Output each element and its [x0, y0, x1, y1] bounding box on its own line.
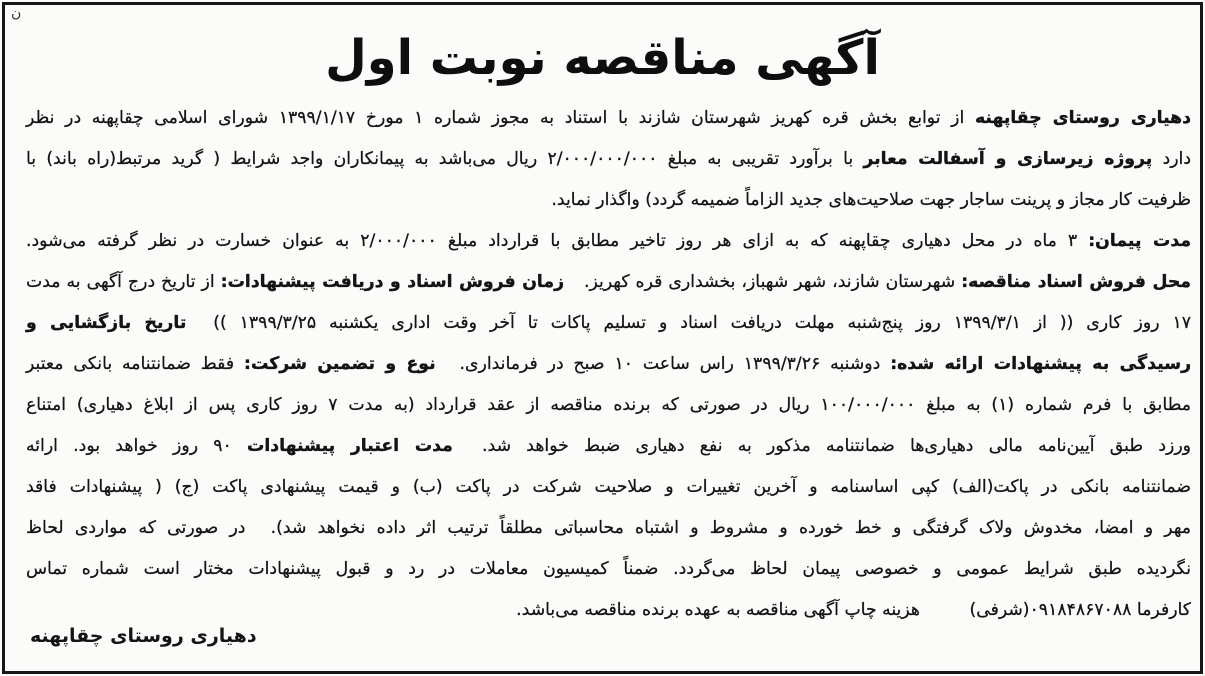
notice-text: ۱۷ روز کاری (( از ۱۳۹۹/۳/۱ روز پنج‌شنبه مهلت دریافت اسناد و تسلیم پاکات تا آخر وقت اداری یکشنبه ۱۳۹۹/۳/۲۵ )) — [213, 313, 1191, 333]
opening-date-label: تاریخ بازگشایی و — [26, 313, 187, 333]
notice-title: آگهی مناقصه نوبت اول — [325, 30, 880, 86]
sale-period-label: زمان فروش اسناد و دریافت پیشنهادات: — [220, 272, 565, 292]
notice-line — [26, 98, 1191, 139]
contract-duration-label: مدت پیمان: — [1088, 231, 1191, 251]
notice-text: ضمانتنامه بانکی در پاکت(الف) کپی اساسنامه و آخرین تغییرات و صلاحیت شرکت در پاکت (ب) و قیمت پیشنهادی پاکت (ج) ( پیشنهادات فاقد — [26, 477, 1191, 497]
notice-text: با برآورد تقریبی به مبلغ ۲/۰۰۰/۰۰۰/۰۰۰ ریال می‌باشد به پیمانکاران واجد شرایط ( گرید مرتبط(راه باند) با — [26, 149, 854, 169]
notice-line — [26, 385, 1191, 426]
notice-line — [26, 303, 1191, 344]
notice-text: مهر و امضا، مخدوش ولاک گرفتگی و خط خورده و مشروط و اشتباه محاسباتی مطلقاً ترتیب اثر داده نخواهد شد). — [270, 518, 1192, 538]
notice-line — [26, 344, 1191, 385]
notice-text: ۳ ماه در محل دهیاری چقاپهنه که به ازای هر روز تاخیر مطابق با قرارداد مبلغ ۲/۰۰۰/۰۰۰ به عنوان خسارت در نظر گرفته می‌شود. — [26, 231, 1078, 251]
notice-text: دارد — [1162, 149, 1192, 169]
notice-text: ورزد طبق آیین‌نامه مالی دهیاری‌ها ضمانتنامه مذکور به نفع دهیاری ضبط خواهد شد. — [482, 436, 1191, 456]
notice-text: دوشنبه ۱۳۹۹/۳/۲۶ راس ساعت ۱۰ صبح در فرمانداری. — [459, 354, 881, 374]
notice-line — [26, 467, 1191, 508]
notice-text: از تاریخ درج آگهی به مدت — [26, 272, 215, 292]
employer-contact: کارفرما ۰۹۱۸۴۸۶۷۰۸۸(شرفی) — [969, 600, 1191, 620]
notice-text: ظرفیت کار مجاز و پرینت ساجار جهت صلاحیت‌های جدید الزاماً ضمیمه گردد) واگذار نماید. — [551, 190, 1191, 210]
publication-cost-note: هزینه چاپ آگهی مناقصه به عهده برنده مناقصه می‌باشد. — [516, 600, 920, 620]
notice-line — [26, 180, 1191, 221]
notice-line — [26, 426, 1191, 467]
notice-text: از توابع بخش قره کهریز شهرستان شازند با استناد به مجوز شماره ۱ مورخ ۱۳۹۹/۱/۱۷ شورای اسلامی چقاپهنه در نظر — [26, 108, 965, 128]
project-title: پروژه زیرسازی و آسفالت معابر — [863, 149, 1153, 169]
guarantee-type-label: نوع و تضمین شرکت: — [244, 354, 436, 374]
notice-text: در صورتی که مواردی لحاظ — [26, 518, 246, 538]
notice-body — [26, 98, 1191, 631]
corner-mark: ن — [11, 5, 22, 21]
bid-validity-label: مدت اعتبار پیشنهادات — [247, 436, 453, 456]
signature: دهیاری روستای چقاپهنه — [30, 625, 257, 647]
notice-line — [26, 549, 1191, 590]
notice-text: ۹۰ روز خواهد بود. ارائه — [26, 436, 232, 456]
notice-text: مطابق با فرم شماره (۱) به مبلغ ۱۰۰/۰۰۰/۰۰۰ ریال در صورتی که برنده مناقصه از عقد قرارداد (به مدت ۷ روز کاری پس از ابلاغ دهیاری) امتناع — [26, 395, 1191, 415]
bid-review-label: رسیدگی به پیشنهادات ارائه شده: — [890, 354, 1192, 374]
document-sale-location-label: محل فروش اسناد مناقصه: — [961, 272, 1191, 292]
organizer-name: دهیاری روستای چقاپهنه — [974, 108, 1191, 128]
notice-line — [26, 139, 1191, 180]
notice-line — [26, 262, 1191, 303]
notice-text: شهرستان شازند، شهر شهباز، بخشداری قره کهریز. — [584, 272, 956, 292]
notice-line — [26, 221, 1191, 262]
notice-text: نگردیده طبق شرایط عمومی و خصوصی پیمان لحاظ می‌گردد. ضمناً کمیسیون معاملات در رد و قبول پیشنهادات مختار است شماره تماس — [26, 559, 1191, 579]
notice-line — [26, 508, 1191, 549]
notice-text: فقط ضمانتنامه بانکی معتبر — [26, 354, 235, 374]
